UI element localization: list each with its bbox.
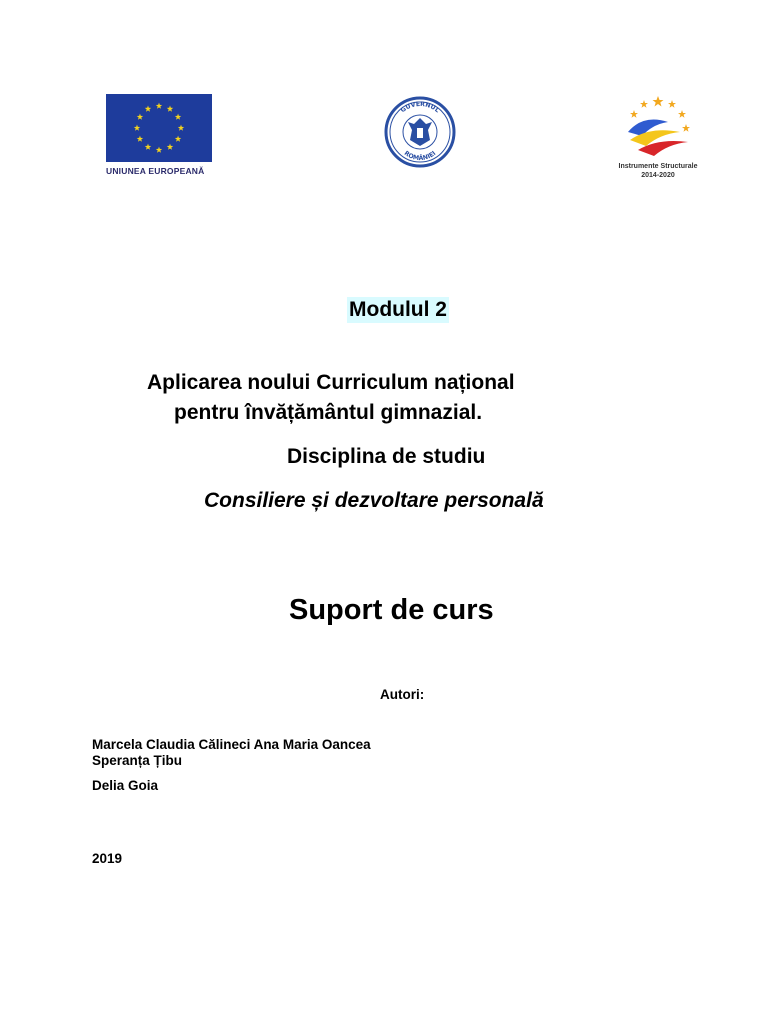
structural-instruments-caption-line-2: 2014-2020 <box>641 172 675 179</box>
seal-text-top: GUVERNUL <box>399 100 441 115</box>
instrumente-structurale-icon <box>608 92 708 160</box>
structural-instruments-caption-line-1: Instrumente Structurale <box>618 163 698 170</box>
discipline-label: Disciplina de studiu <box>287 445 486 468</box>
course-title-line-2: pentru învățământul gimnazial. <box>174 401 483 424</box>
course-type-heading: Suport de curs <box>289 594 494 626</box>
publication-year: 2019 <box>92 851 123 866</box>
authors-line-3: Delia Goia <box>92 778 159 793</box>
eu-logo <box>104 92 216 180</box>
government-logo <box>380 96 460 168</box>
course-title-line-1: Aplicarea noului Curriculum național <box>147 371 515 394</box>
guvernul-romaniei-seal-icon <box>380 96 460 168</box>
discipline-name: Consiliere și dezvoltare personală <box>204 489 544 512</box>
eu-logo-caption: UNIUNEA EUROPEANĂ <box>106 166 205 176</box>
module-title: Modulul 2 <box>349 298 447 321</box>
structural-instruments-logo <box>608 92 708 196</box>
seal-text-bottom: ROMÂNIEI <box>402 149 438 163</box>
authors-line-2: Speranța Țibu <box>92 753 183 768</box>
authors-line-1: Marcela Claudia Călineci Ana Maria Oancea <box>92 737 371 752</box>
authors-label: Autori: <box>380 687 425 702</box>
structural-instruments-caption <box>608 162 708 180</box>
eu-flag-icon <box>106 94 212 162</box>
